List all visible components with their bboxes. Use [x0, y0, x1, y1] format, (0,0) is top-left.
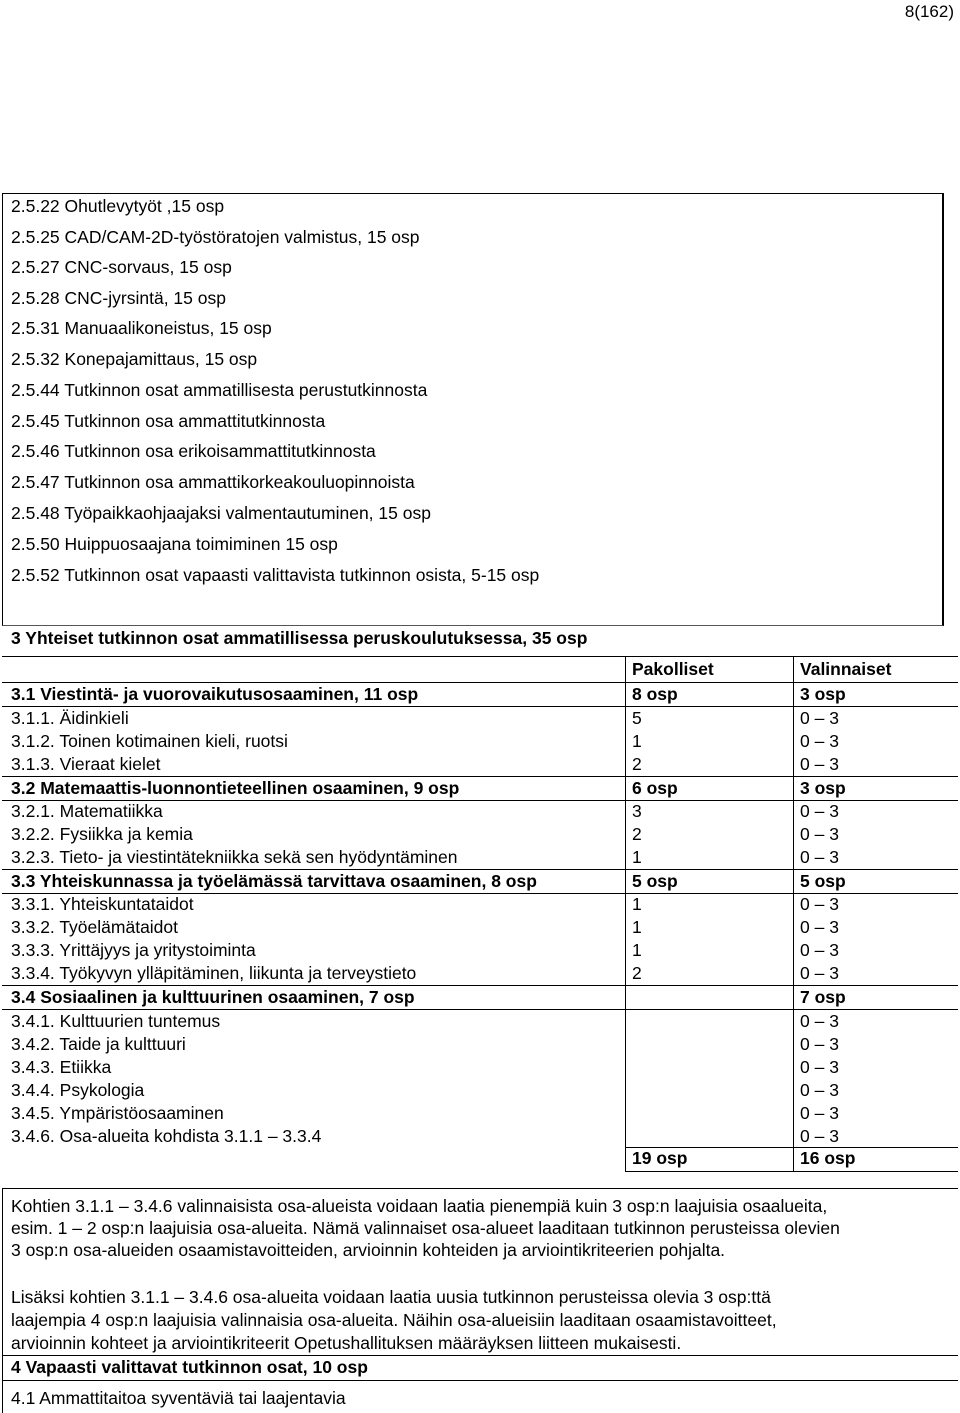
note-line: laajempia 4 osp:n laajuisia valinnaisia osa-alueita. Näihin osa-alueisiin laaditaan osaamistavoitteet,: [11, 1310, 777, 1330]
row-valinnaiset: 0 – 3: [800, 1126, 839, 1146]
table-row: [0, 708, 960, 731]
row-label: 3.4.4. Psykologia: [11, 1080, 145, 1100]
total-pakolliset: 19 osp: [632, 1148, 688, 1168]
row-valinnaiset: 0 – 3: [800, 708, 839, 728]
list-item: 2.5.25 CAD/CAM-2D-työstöratojen valmistus, 15 osp: [11, 227, 420, 247]
row-valinnaiset: 3 osp: [800, 778, 846, 798]
row-valinnaiset: 0 – 3: [800, 1080, 839, 1100]
section-heading: 3 Yhteiset tutkinnon osat ammatillisessa peruskoulutuksessa, 35 osp: [11, 628, 588, 648]
row-valinnaiset: 0 – 3: [800, 940, 839, 960]
divider: [2, 776, 958, 777]
row-label: 3.4 Sosiaalinen ja kulttuurinen osaaminen, 7 osp: [11, 987, 415, 1007]
row-label: 3.3.2. Työelämätaidot: [11, 917, 179, 937]
table-row: [0, 1011, 960, 1034]
total-valinnaiset: 16 osp: [800, 1148, 856, 1168]
row-valinnaiset: 0 – 3: [800, 1011, 839, 1031]
list-item: 2.5.50 Huippuosaajana toimiminen 15 osp: [11, 534, 338, 554]
row-pakolliset: 6 osp: [632, 778, 678, 798]
list-item: 2.5.32 Konepajamittaus, 15 osp: [11, 349, 258, 369]
table-row: [0, 801, 960, 824]
row-pakolliset: 8 osp: [632, 684, 678, 704]
row-valinnaiset: 0 – 3: [800, 1057, 839, 1077]
note-line: Kohtien 3.1.1 – 3.4.6 valinnaisista osa-alueista voidaan laatia pienempiä kuin 3 osp:n laajuisia osaalueita,: [11, 1196, 828, 1216]
column-header-pakolliset: Pakolliset: [632, 659, 714, 679]
row-label: 3.3 Yhteiskunnassa ja työelämässä tarvittava osaaminen, 8 osp: [11, 871, 537, 891]
divider: [2, 656, 958, 657]
divider: [2, 682, 958, 683]
list-item: 2.5.46 Tutkinnon osa erikoisammattitutkinnosta: [11, 441, 376, 461]
row-pakolliset: 1: [632, 731, 642, 751]
row-label: 3.2.1. Matematiikka: [11, 801, 163, 821]
row-valinnaiset: 0 – 3: [800, 1034, 839, 1054]
list-item: 2.5.28 CNC-jyrsintä, 15 osp: [11, 288, 226, 308]
list-item: 2.5.47 Tutkinnon osa ammattikorkeakouluopinnoista: [11, 472, 415, 492]
row-valinnaiset: 5 osp: [800, 871, 846, 891]
table-row: [0, 824, 960, 847]
row-valinnaiset: 0 – 3: [800, 894, 839, 914]
list-item: 2.5.48 Työpaikkaohjaajaksi valmentautuminen, 15 osp: [11, 503, 431, 523]
row-valinnaiset: 7 osp: [800, 987, 846, 1007]
row-pakolliset: 2: [632, 963, 642, 983]
row-pakolliset: 1: [632, 940, 642, 960]
row-pakolliset: 1: [632, 917, 642, 937]
row-valinnaiset: 3 osp: [800, 684, 846, 704]
table-row: [0, 1080, 960, 1103]
row-label: 3.2 Matemaattis-luonnontieteellinen osaaminen, 9 osp: [11, 778, 460, 798]
table-row: [0, 917, 960, 940]
divider: [2, 1380, 958, 1381]
list-item: 2.5.27 CNC-sorvaus, 15 osp: [11, 257, 232, 277]
row-label: 3.4.3. Etiikka: [11, 1057, 112, 1077]
row-valinnaiset: 0 – 3: [800, 1103, 839, 1123]
divider: [2, 985, 958, 986]
table-row: [0, 871, 960, 894]
row-label: 3.1 Viestintä- ja vuorovaikutusosaaminen, 11 osp: [11, 684, 419, 704]
row-valinnaiset: 0 – 3: [800, 963, 839, 983]
note-line: esim. 1 – 2 osp:n laajuisia osa-alueita. Nämä valinnaiset osa-alueet laaditaan tutkinnon perusteissa olevien: [11, 1218, 840, 1238]
row-label: 3.3.3. Yrittäjyys ja yritystoiminta: [11, 940, 256, 960]
row-valinnaiset: 0 – 3: [800, 731, 839, 751]
row-label: 3.4.6. Osa-alueita kohdista 3.1.1 – 3.3.4: [11, 1126, 322, 1146]
note-line: Lisäksi kohtien 3.1.1 – 3.4.6 osa-alueita voidaan laatia uusia tutkinnon perusteissa olevia 3 osp:ttä: [11, 1287, 771, 1307]
row-label: 3.2.3. Tieto- ja viestintätekniikka sekä sen hyödyntäminen: [11, 847, 458, 867]
row-label: 3.4.1. Kulttuurien tuntemus: [11, 1011, 221, 1031]
table-row: [0, 754, 960, 777]
subsection-heading: 4.1 Ammattitaitoa syventäviä tai laajentavia: [11, 1388, 346, 1408]
row-valinnaiset: 0 – 3: [800, 917, 839, 937]
table-row: [0, 963, 960, 986]
row-pakolliset: 2: [632, 754, 642, 774]
table-row: [0, 894, 960, 917]
row-valinnaiset: 0 – 3: [800, 754, 839, 774]
column-header-valinnaiset: Valinnaiset: [800, 659, 892, 679]
row-pakolliset: 3: [632, 801, 642, 821]
row-label: 3.3.1. Yhteiskuntataidot: [11, 894, 194, 914]
divider: [2, 1355, 958, 1356]
list-item: 2.5.31 Manuaalikoneistus, 15 osp: [11, 318, 272, 338]
divider: [625, 1171, 958, 1172]
row-valinnaiset: 0 – 3: [800, 801, 839, 821]
row-pakolliset: 2: [632, 824, 642, 844]
row-valinnaiset: 0 – 3: [800, 847, 839, 867]
row-label: 3.4.2. Taide ja kulttuuri: [11, 1034, 186, 1054]
list-item: 2.5.22 Ohutlevytyöt ,15 osp: [11, 196, 225, 216]
row-pakolliset: 5: [632, 708, 642, 728]
row-label: 3.4.5. Ympäristöosaaminen: [11, 1103, 224, 1123]
list-item: 2.5.52 Tutkinnon osat vapaasti valittavista tutkinnon osista, 5-15 osp: [11, 565, 540, 585]
row-label: 3.1.1. Äidinkieli: [11, 708, 129, 728]
table-row: [0, 847, 960, 870]
section-heading: 4 Vapaasti valittavat tutkinnon osat, 10 osp: [11, 1357, 368, 1377]
row-label: 3.1.2. Toinen kotimainen kieli, ruotsi: [11, 731, 288, 751]
table-row: [0, 1034, 960, 1057]
table-row: [0, 1103, 960, 1126]
divider: [2, 869, 958, 870]
table-row: [0, 778, 960, 801]
note-line: arvioinnin kohteet ja arviointikriteerit Opetushallituksen määräyksen liitteen mukaisesti.: [11, 1333, 682, 1353]
row-pakolliset: 5 osp: [632, 871, 678, 891]
row-label: 3.3.4. Työkyvyn ylläpitäminen, liikunta ja terveystieto: [11, 963, 417, 983]
divider: [2, 1009, 958, 1010]
page-number: 8(162): [904, 2, 954, 21]
table-row: [0, 684, 960, 707]
table-row: [0, 940, 960, 963]
row-pakolliset: 1: [632, 847, 642, 867]
divider: [2, 706, 958, 707]
list-item: 2.5.45 Tutkinnon osa ammattitutkinnosta: [11, 411, 326, 431]
list-item: 2.5.44 Tutkinnon osat ammatillisesta perustutkinnosta: [11, 380, 428, 400]
table-row: [0, 731, 960, 754]
row-label: 3.2.2. Fysiikka ja kemia: [11, 824, 193, 844]
table-row: [0, 1057, 960, 1080]
row-label: 3.1.3. Vieraat kielet: [11, 754, 161, 774]
row-pakolliset: 1: [632, 894, 642, 914]
table-row: [0, 1126, 960, 1149]
note-line: 3 osp:n osa-alueiden osaamistavoitteiden, arvioinnin kohteiden ja arviointikriteerien pohjalta.: [11, 1240, 726, 1260]
table-row: [0, 987, 960, 1010]
row-valinnaiset: 0 – 3: [800, 824, 839, 844]
